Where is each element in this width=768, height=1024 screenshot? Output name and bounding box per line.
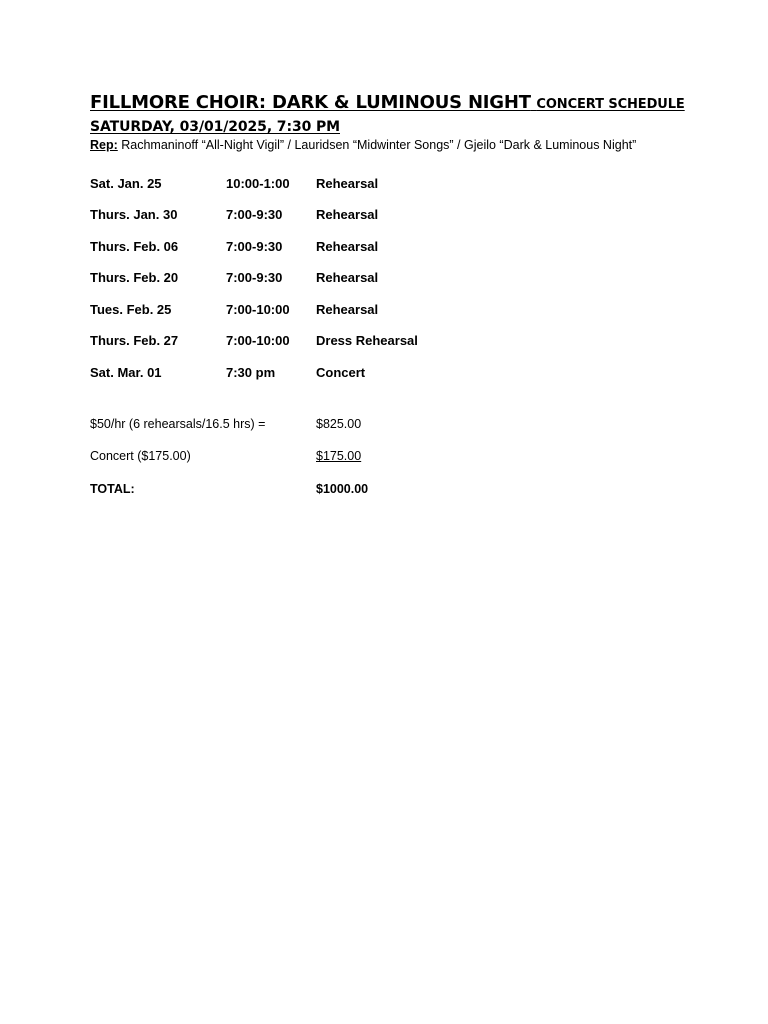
schedule-event: Rehearsal — [316, 207, 379, 222]
schedule-row — [90, 206, 690, 224]
schedule-date: Thurs. Feb. 27 — [90, 333, 179, 348]
fee-row-concert — [90, 447, 690, 465]
page-title — [90, 94, 685, 112]
concert-date-line: SATURDAY, 03/01/2025, 7:30 PM — [90, 119, 340, 135]
schedule-event: Concert — [316, 365, 366, 380]
schedule-time: 7:00-10:00 — [226, 302, 290, 317]
schedule-time: 7:00-9:30 — [226, 239, 283, 254]
schedule-event: Rehearsal — [316, 176, 379, 191]
repertoire-label: Rep: — [90, 138, 118, 152]
schedule-event: Rehearsal — [316, 239, 379, 254]
schedule-date: Thurs. Feb. 20 — [90, 270, 179, 285]
schedule-event: Rehearsal — [316, 302, 379, 317]
schedule-time: 7:00-9:30 — [226, 207, 283, 222]
schedule-time: 7:30 pm — [226, 365, 276, 380]
schedule-time: 7:00-10:00 — [226, 333, 290, 348]
schedule-time: 7:00-9:30 — [226, 270, 283, 285]
fee-label: Concert ($175.00) — [90, 449, 191, 463]
fee-amount: $825.00 — [316, 417, 362, 431]
repertoire-text: Rachmaninoff “All-Night Vigil” / Lauridsen “Midwinter Songs” / Gjeilo “Dark & Luminous Night” — [117, 138, 637, 152]
fee-row-rehearsals — [90, 415, 690, 433]
schedule-row — [90, 238, 690, 256]
schedule-date: Thurs. Feb. 06 — [90, 239, 179, 254]
schedule-date: Tues. Feb. 25 — [90, 302, 172, 317]
repertoire-line — [90, 139, 636, 152]
schedule-event: Rehearsal — [316, 270, 379, 285]
schedule-row — [90, 269, 690, 287]
fee-row-total — [90, 480, 690, 498]
fee-amount: $175.00 — [316, 449, 362, 463]
schedule-row — [90, 332, 690, 350]
schedule-row — [90, 364, 690, 382]
schedule-event: Dress Rehearsal — [316, 333, 418, 348]
schedule-date: Sat. Jan. 25 — [90, 176, 162, 191]
schedule-date: Thurs. Jan. 30 — [90, 207, 178, 222]
total-label: TOTAL: — [90, 482, 135, 496]
title-subtitle: CONCERT SCHEDULE — [536, 97, 685, 112]
title-main: FILLMORE CHOIR: DARK & LUMINOUS NIGHT — [90, 92, 531, 113]
schedule-time: 10:00-1:00 — [226, 176, 290, 191]
schedule-date: Sat. Mar. 01 — [90, 365, 162, 380]
schedule-row — [90, 175, 690, 193]
fee-label: $50/hr (6 rehearsals/16.5 hrs) = — [90, 417, 266, 431]
total-amount: $1000.00 — [316, 482, 369, 496]
schedule-row — [90, 301, 690, 319]
